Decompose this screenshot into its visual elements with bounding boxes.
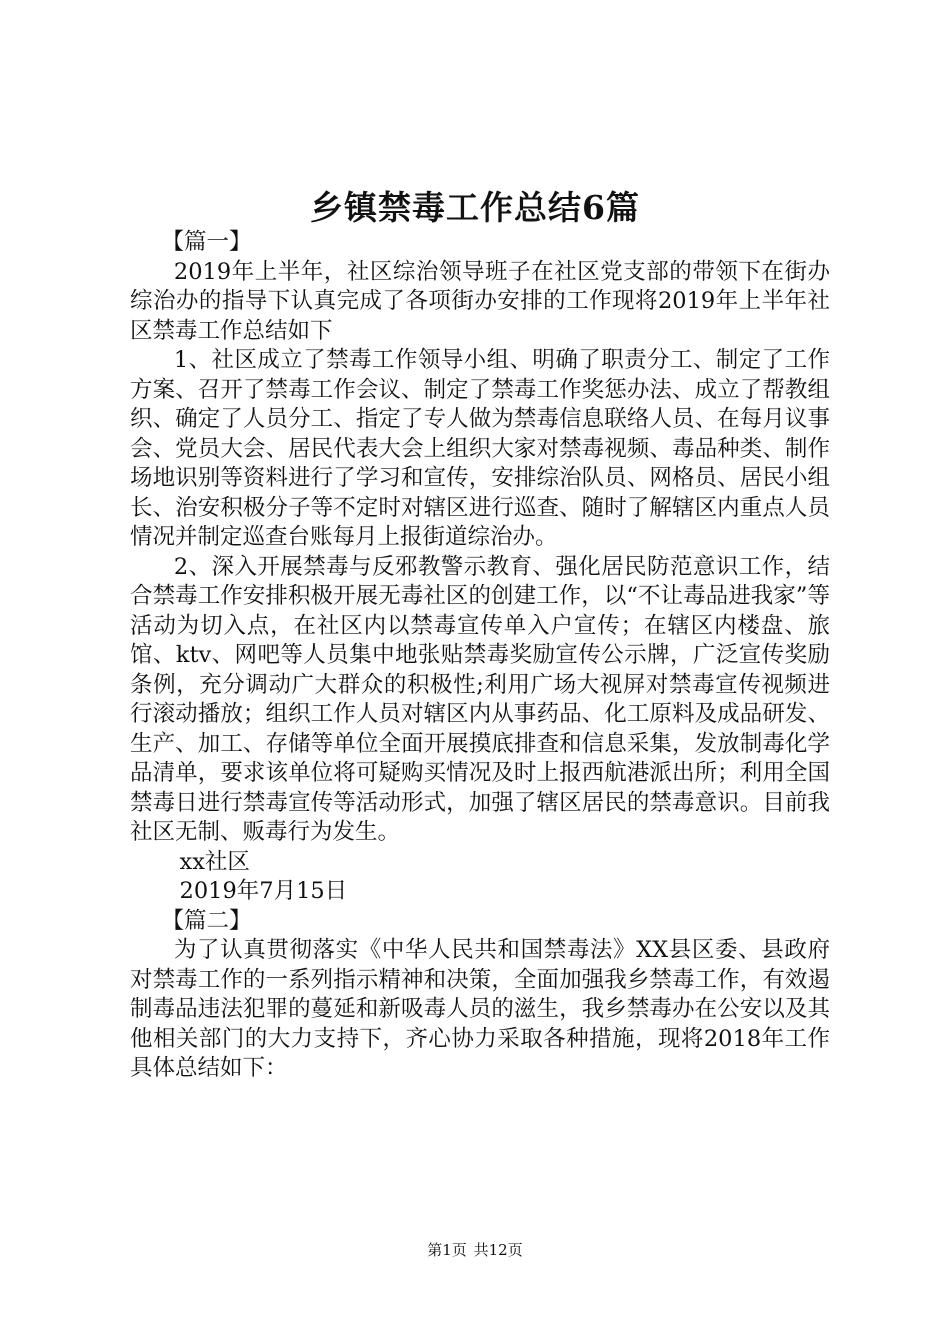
section-heading-2: 【篇二】 [161,907,252,934]
paragraph: 为了认真贯彻落实《中华人民共和国禁毒法》XX县区委、县政府对禁毒工作的一系列指示精神和决策，全面加强我乡禁毒工作，有效遏制毒品违法犯罪的蔓延和新吸毒人员的滋生，我乡禁毒办在公安以及其他相关部门的大力支持下，齐心协力采取各种措施，现将2018年工作具体总结如下： [130,937,830,1081]
paragraph: 2、深入开展禁毒与反邪教警示教育、强化居民防范意识工作，结合禁毒工作安排积极开展无毒社区的创建工作，以“不让毒品进我家”等活动为切入点，在社区内以禁毒宣传单入户宣传；在辖区内楼盘、旅馆、ktv、网吧等人员集中地张贴禁毒奖励宣传公示牌，广泛宣传奖励条例，充分调动广大群众的积极性;利用广场大视屏对禁毒宣传视频进行滚动播放；组织工作人员对辖区内从事药品、化工原料及成品研发、生产、加工、存储等单位全面开展摸底排查和信息采集，发放制毒化学品清单，要求该单位将可疑购买情况及时上报西航港派出所；利用全国禁毒日进行禁毒宣传等活动形式，加强了辖区居民的禁毒意识。目前我社区无制、贩毒行为发生。 [130,553,830,845]
section-heading-1: 【篇一】 [161,229,252,255]
document-body [130,228,830,1084]
signature-date: 2019年7月15日 [179,878,348,904]
paragraph: 1、社区成立了禁毒工作领导小组、明确了职责分工、制定了工作方案、召开了禁毒工作会议、制定了禁毒工作奖惩办法、成立了帮教组织、确定了人员分工、指定了专人做为禁毒信息联络人员、在每月议事会、党员大会、居民代表大会上组织大家对禁毒视频、毒品种类、制作场地识别等资料进行了学习和宣传，安排综治队员、网格员、居民小组长、治安积极分子等不定时对辖区进行巡查、随时了解辖区内重点人员情况并制定巡查台账每月上报街道综治办。 [130,347,830,550]
page-number: 第1页 共12页 [427,1241,523,1259]
paragraph: 2019年上半年，社区综治领导班子在社区党支部的带领下在街办综治办的指导下认真完成了各项街办安排的工作现将2019年上半年社区禁毒工作总结如下 [130,258,830,344]
document-title: 乡镇禁毒工作总结6篇 [310,188,640,227]
signature-org: xx社区 [179,848,250,875]
